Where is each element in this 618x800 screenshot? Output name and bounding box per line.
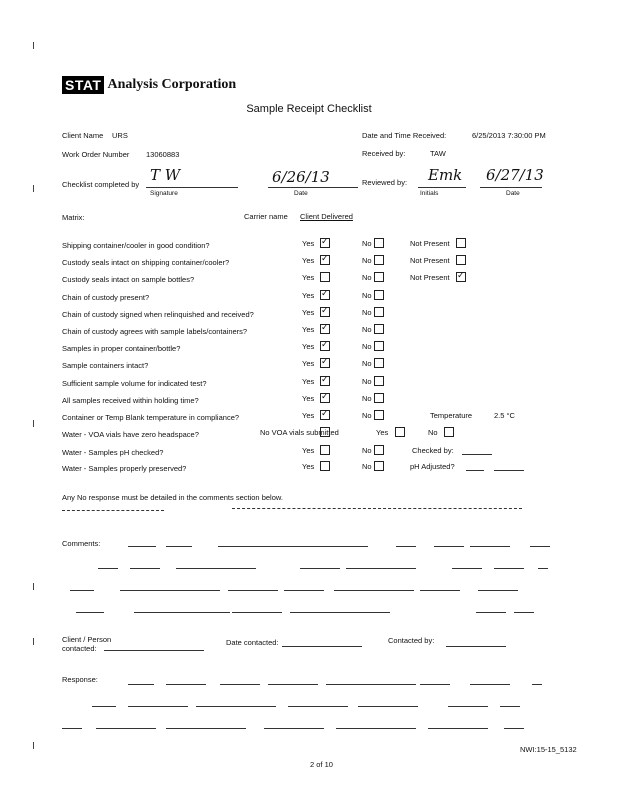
comment-line[interactable] bbox=[478, 590, 518, 591]
comment-line[interactable] bbox=[514, 612, 534, 613]
yes-checkbox[interactable] bbox=[320, 358, 330, 368]
no-checkbox[interactable] bbox=[374, 238, 384, 248]
no-checkbox[interactable] bbox=[374, 255, 384, 265]
response-line[interactable] bbox=[92, 706, 116, 707]
completed-signature: T W bbox=[150, 166, 181, 184]
yes-label: Yes bbox=[302, 291, 315, 300]
comments-label: Comments: bbox=[62, 539, 101, 548]
response-line[interactable] bbox=[62, 728, 82, 729]
yes-label: Yes bbox=[302, 394, 315, 403]
response-line[interactable] bbox=[504, 728, 524, 729]
yes-label: Yes bbox=[302, 411, 315, 420]
question-text: Shipping container/cooler in good condition? bbox=[62, 241, 210, 250]
no-checkbox[interactable] bbox=[374, 272, 384, 282]
notice-line-1 bbox=[62, 510, 164, 511]
no-label: No bbox=[362, 377, 372, 386]
question-text: Chain of custody agrees with sample labels/containers? bbox=[62, 327, 248, 336]
reviewed-date: 6/27/13 bbox=[486, 166, 544, 184]
no-checkbox[interactable] bbox=[374, 376, 384, 386]
no-label: No bbox=[362, 256, 372, 265]
yes-label: Yes bbox=[302, 359, 315, 368]
page-number: 2 of 10 bbox=[310, 760, 333, 769]
response-line[interactable] bbox=[220, 684, 260, 685]
work-order-label: Work Order Number bbox=[62, 150, 130, 159]
reviewed-signature: Emk bbox=[428, 166, 463, 184]
comment-line[interactable] bbox=[420, 590, 460, 591]
date-contacted-label: Date contacted: bbox=[226, 638, 279, 647]
no-label: No bbox=[362, 239, 372, 248]
signature-line bbox=[146, 187, 238, 188]
logo-text: Analysis Corporation bbox=[107, 77, 237, 92]
comment-line[interactable] bbox=[166, 546, 192, 547]
comment-line[interactable] bbox=[228, 590, 278, 591]
document-id: NWI:15-15_5132 bbox=[520, 745, 577, 754]
date-caption: Date bbox=[294, 190, 308, 197]
yes-checkbox[interactable] bbox=[320, 410, 330, 420]
question-text: Sample containers intact? bbox=[62, 361, 149, 370]
response-line[interactable] bbox=[532, 684, 542, 685]
date-line bbox=[268, 187, 358, 188]
yes-label: Yes bbox=[302, 325, 315, 334]
initials-line bbox=[418, 187, 466, 188]
response-line[interactable] bbox=[96, 728, 156, 729]
response-line[interactable] bbox=[470, 684, 510, 685]
review-date-caption: Date bbox=[506, 190, 520, 197]
notice-line-2 bbox=[232, 508, 522, 509]
no-label: No bbox=[362, 291, 372, 300]
no-checkbox[interactable] bbox=[374, 290, 384, 300]
yes-checkbox[interactable] bbox=[320, 376, 330, 386]
response-line[interactable] bbox=[358, 706, 418, 707]
date-contacted-line[interactable] bbox=[282, 646, 362, 647]
no-checkbox[interactable] bbox=[374, 307, 384, 317]
comment-line[interactable] bbox=[76, 612, 104, 613]
received-by-label: Received by: bbox=[362, 149, 406, 158]
client-name-value: URS bbox=[112, 131, 128, 140]
margin-mark bbox=[33, 638, 34, 645]
comment-line[interactable] bbox=[290, 612, 390, 613]
yes-checkbox[interactable] bbox=[320, 324, 330, 334]
comment-line[interactable] bbox=[120, 590, 220, 591]
yes-checkbox[interactable] bbox=[320, 341, 330, 351]
ph-preserved-yes-label: Yes bbox=[302, 462, 315, 471]
comment-line[interactable] bbox=[300, 568, 340, 569]
completed-date: 6/26/13 bbox=[272, 168, 330, 186]
review-date-line bbox=[480, 187, 542, 188]
yes-label: Yes bbox=[302, 239, 315, 248]
ph-adjusted-line-1[interactable] bbox=[466, 470, 484, 471]
comment-line[interactable] bbox=[434, 546, 464, 547]
contacted-by-label: Contacted by: bbox=[388, 636, 435, 645]
client-person-label-2: contacted: bbox=[62, 644, 97, 653]
response-line[interactable] bbox=[336, 728, 416, 729]
not-present-checkbox[interactable] bbox=[456, 238, 466, 248]
ph-preserved-no-label: No bbox=[362, 462, 372, 471]
response-line[interactable] bbox=[448, 706, 488, 707]
voa-question: Water - VOA vials have zero headspace? bbox=[62, 430, 199, 439]
response-line[interactable] bbox=[288, 706, 348, 707]
no-label: No bbox=[362, 359, 372, 368]
comment-line[interactable] bbox=[70, 590, 94, 591]
yes-checkbox[interactable] bbox=[320, 307, 330, 317]
question-text: All samples received within holding time? bbox=[62, 396, 199, 405]
response-line[interactable] bbox=[196, 706, 276, 707]
comment-line[interactable] bbox=[538, 568, 548, 569]
question-text: Chain of custody signed when relinquished and received? bbox=[62, 310, 254, 319]
yes-checkbox[interactable] bbox=[320, 290, 330, 300]
comment-line[interactable] bbox=[396, 546, 416, 547]
response-line[interactable] bbox=[264, 728, 324, 729]
comment-line[interactable] bbox=[494, 568, 524, 569]
checked-by-line[interactable] bbox=[462, 454, 492, 455]
margin-mark bbox=[33, 583, 34, 590]
yes-checkbox[interactable] bbox=[320, 393, 330, 403]
ph-checked-yes-checkbox[interactable] bbox=[320, 445, 330, 455]
comment-line[interactable] bbox=[176, 568, 256, 569]
ph-preserved-no-checkbox[interactable] bbox=[374, 461, 384, 471]
no-label: No bbox=[362, 342, 372, 351]
comment-line[interactable] bbox=[134, 612, 230, 613]
temperature-value: 2.5 °C bbox=[494, 411, 515, 420]
question-text: Container or Temp Blank temperature in compliance? bbox=[62, 413, 240, 422]
voa-no-checkbox[interactable] bbox=[444, 427, 454, 437]
no-checkbox[interactable] bbox=[374, 324, 384, 334]
comment-line[interactable] bbox=[476, 612, 506, 613]
response-line[interactable] bbox=[166, 728, 246, 729]
carrier-value: Client Delivered bbox=[300, 212, 353, 221]
no-label: No bbox=[362, 394, 372, 403]
voa-yes-checkbox[interactable] bbox=[395, 427, 405, 437]
response-line[interactable] bbox=[500, 706, 520, 707]
ph-checked-no-checkbox[interactable] bbox=[374, 445, 384, 455]
comment-line[interactable] bbox=[470, 546, 510, 547]
margin-mark bbox=[33, 742, 34, 749]
ph-adjusted-line-2[interactable] bbox=[494, 470, 524, 471]
no-voa-label: No VOA vials submitted bbox=[260, 428, 339, 437]
company-logo bbox=[62, 76, 236, 94]
response-line[interactable] bbox=[166, 684, 206, 685]
response-line[interactable] bbox=[428, 728, 488, 729]
response-line[interactable] bbox=[420, 684, 450, 685]
page-title: Sample Receipt Checklist bbox=[246, 103, 372, 115]
response-label: Response: bbox=[62, 675, 98, 684]
client-name-label: Client Name bbox=[62, 131, 104, 140]
contacted-by-line[interactable] bbox=[446, 646, 506, 647]
signature-caption: Signature bbox=[150, 190, 178, 197]
checked-by-label: Checked by: bbox=[412, 446, 454, 455]
comment-line[interactable] bbox=[346, 568, 416, 569]
no-voa-checkbox[interactable] bbox=[320, 427, 330, 437]
client-person-line[interactable] bbox=[104, 650, 204, 651]
comment-line[interactable] bbox=[232, 612, 282, 613]
ph-checked-yes-label: Yes bbox=[302, 446, 315, 455]
notice-text: Any No response must be detailed in the comments section below. bbox=[62, 493, 283, 502]
comment-line[interactable] bbox=[334, 590, 414, 591]
received-by-value: TAW bbox=[430, 149, 446, 158]
completed-by-label: Checklist completed by bbox=[62, 180, 140, 189]
ph-checked-no-label: No bbox=[362, 446, 372, 455]
no-checkbox[interactable] bbox=[374, 410, 384, 420]
question-text: Sufficient sample volume for indicated test? bbox=[62, 379, 207, 388]
client-person-label: Client / Person bbox=[62, 635, 112, 644]
yes-label: Yes bbox=[302, 377, 315, 386]
question-text: Samples in proper container/bottle? bbox=[62, 344, 181, 353]
ph-preserved-yes-checkbox[interactable] bbox=[320, 461, 330, 471]
yes-label: Yes bbox=[302, 273, 315, 282]
not-present-label: Not Present bbox=[410, 273, 450, 282]
no-label: No bbox=[362, 308, 372, 317]
no-label: No bbox=[362, 411, 372, 420]
ph-checked-question: Water - Samples pH checked? bbox=[62, 448, 164, 457]
margin-mark bbox=[33, 42, 34, 49]
carrier-label: Carrier name bbox=[244, 212, 288, 221]
no-checkbox[interactable] bbox=[374, 341, 384, 351]
comment-line[interactable] bbox=[130, 568, 160, 569]
yes-checkbox[interactable] bbox=[320, 272, 330, 282]
not-present-checkbox[interactable] bbox=[456, 255, 466, 265]
comment-line[interactable] bbox=[452, 568, 482, 569]
temperature-label: Temperature bbox=[430, 411, 473, 420]
response-line[interactable] bbox=[268, 684, 318, 685]
response-line[interactable] bbox=[326, 684, 416, 685]
voa-no-label: No bbox=[428, 428, 438, 437]
question-text: Custody seals intact on sample bottles? bbox=[62, 275, 195, 284]
yes-checkbox[interactable] bbox=[320, 238, 330, 248]
yes-label: Yes bbox=[302, 256, 315, 265]
no-label: No bbox=[362, 325, 372, 334]
date-time-value: 6/25/2013 7:30:00 PM bbox=[472, 131, 546, 140]
question-text: Chain of custody present? bbox=[62, 293, 150, 302]
not-present-label: Not Present bbox=[410, 239, 450, 248]
yes-checkbox[interactable] bbox=[320, 255, 330, 265]
not-present-checkbox[interactable] bbox=[456, 272, 466, 282]
response-line[interactable] bbox=[128, 706, 188, 707]
yes-label: Yes bbox=[302, 308, 315, 317]
question-text: Custody seals intact on shipping container/cooler? bbox=[62, 258, 230, 267]
comment-line[interactable] bbox=[128, 546, 156, 547]
margin-mark bbox=[33, 185, 34, 192]
margin-mark bbox=[33, 420, 34, 427]
ph-preserved-question: Water - Samples properly preserved? bbox=[62, 464, 187, 473]
no-checkbox[interactable] bbox=[374, 393, 384, 403]
ph-adjusted-label: pH Adjusted? bbox=[410, 462, 455, 471]
comment-line[interactable] bbox=[98, 568, 118, 569]
voa-yes-label: Yes bbox=[376, 428, 389, 437]
logo-box: STAT bbox=[62, 76, 104, 94]
not-present-label: Not Present bbox=[410, 256, 450, 265]
response-line[interactable] bbox=[128, 684, 154, 685]
no-label: No bbox=[362, 273, 372, 282]
comment-line[interactable] bbox=[530, 546, 550, 547]
no-checkbox[interactable] bbox=[374, 358, 384, 368]
date-time-label: Date and Time Received: bbox=[362, 131, 447, 140]
matrix-label: Matrix: bbox=[62, 213, 85, 222]
reviewed-by-label: Reviewed by: bbox=[362, 178, 408, 187]
initials-caption: Initials bbox=[420, 190, 439, 197]
comment-line[interactable] bbox=[284, 590, 324, 591]
work-order-value: 13060883 bbox=[146, 150, 180, 159]
comment-line[interactable] bbox=[218, 546, 368, 547]
yes-label: Yes bbox=[302, 342, 315, 351]
